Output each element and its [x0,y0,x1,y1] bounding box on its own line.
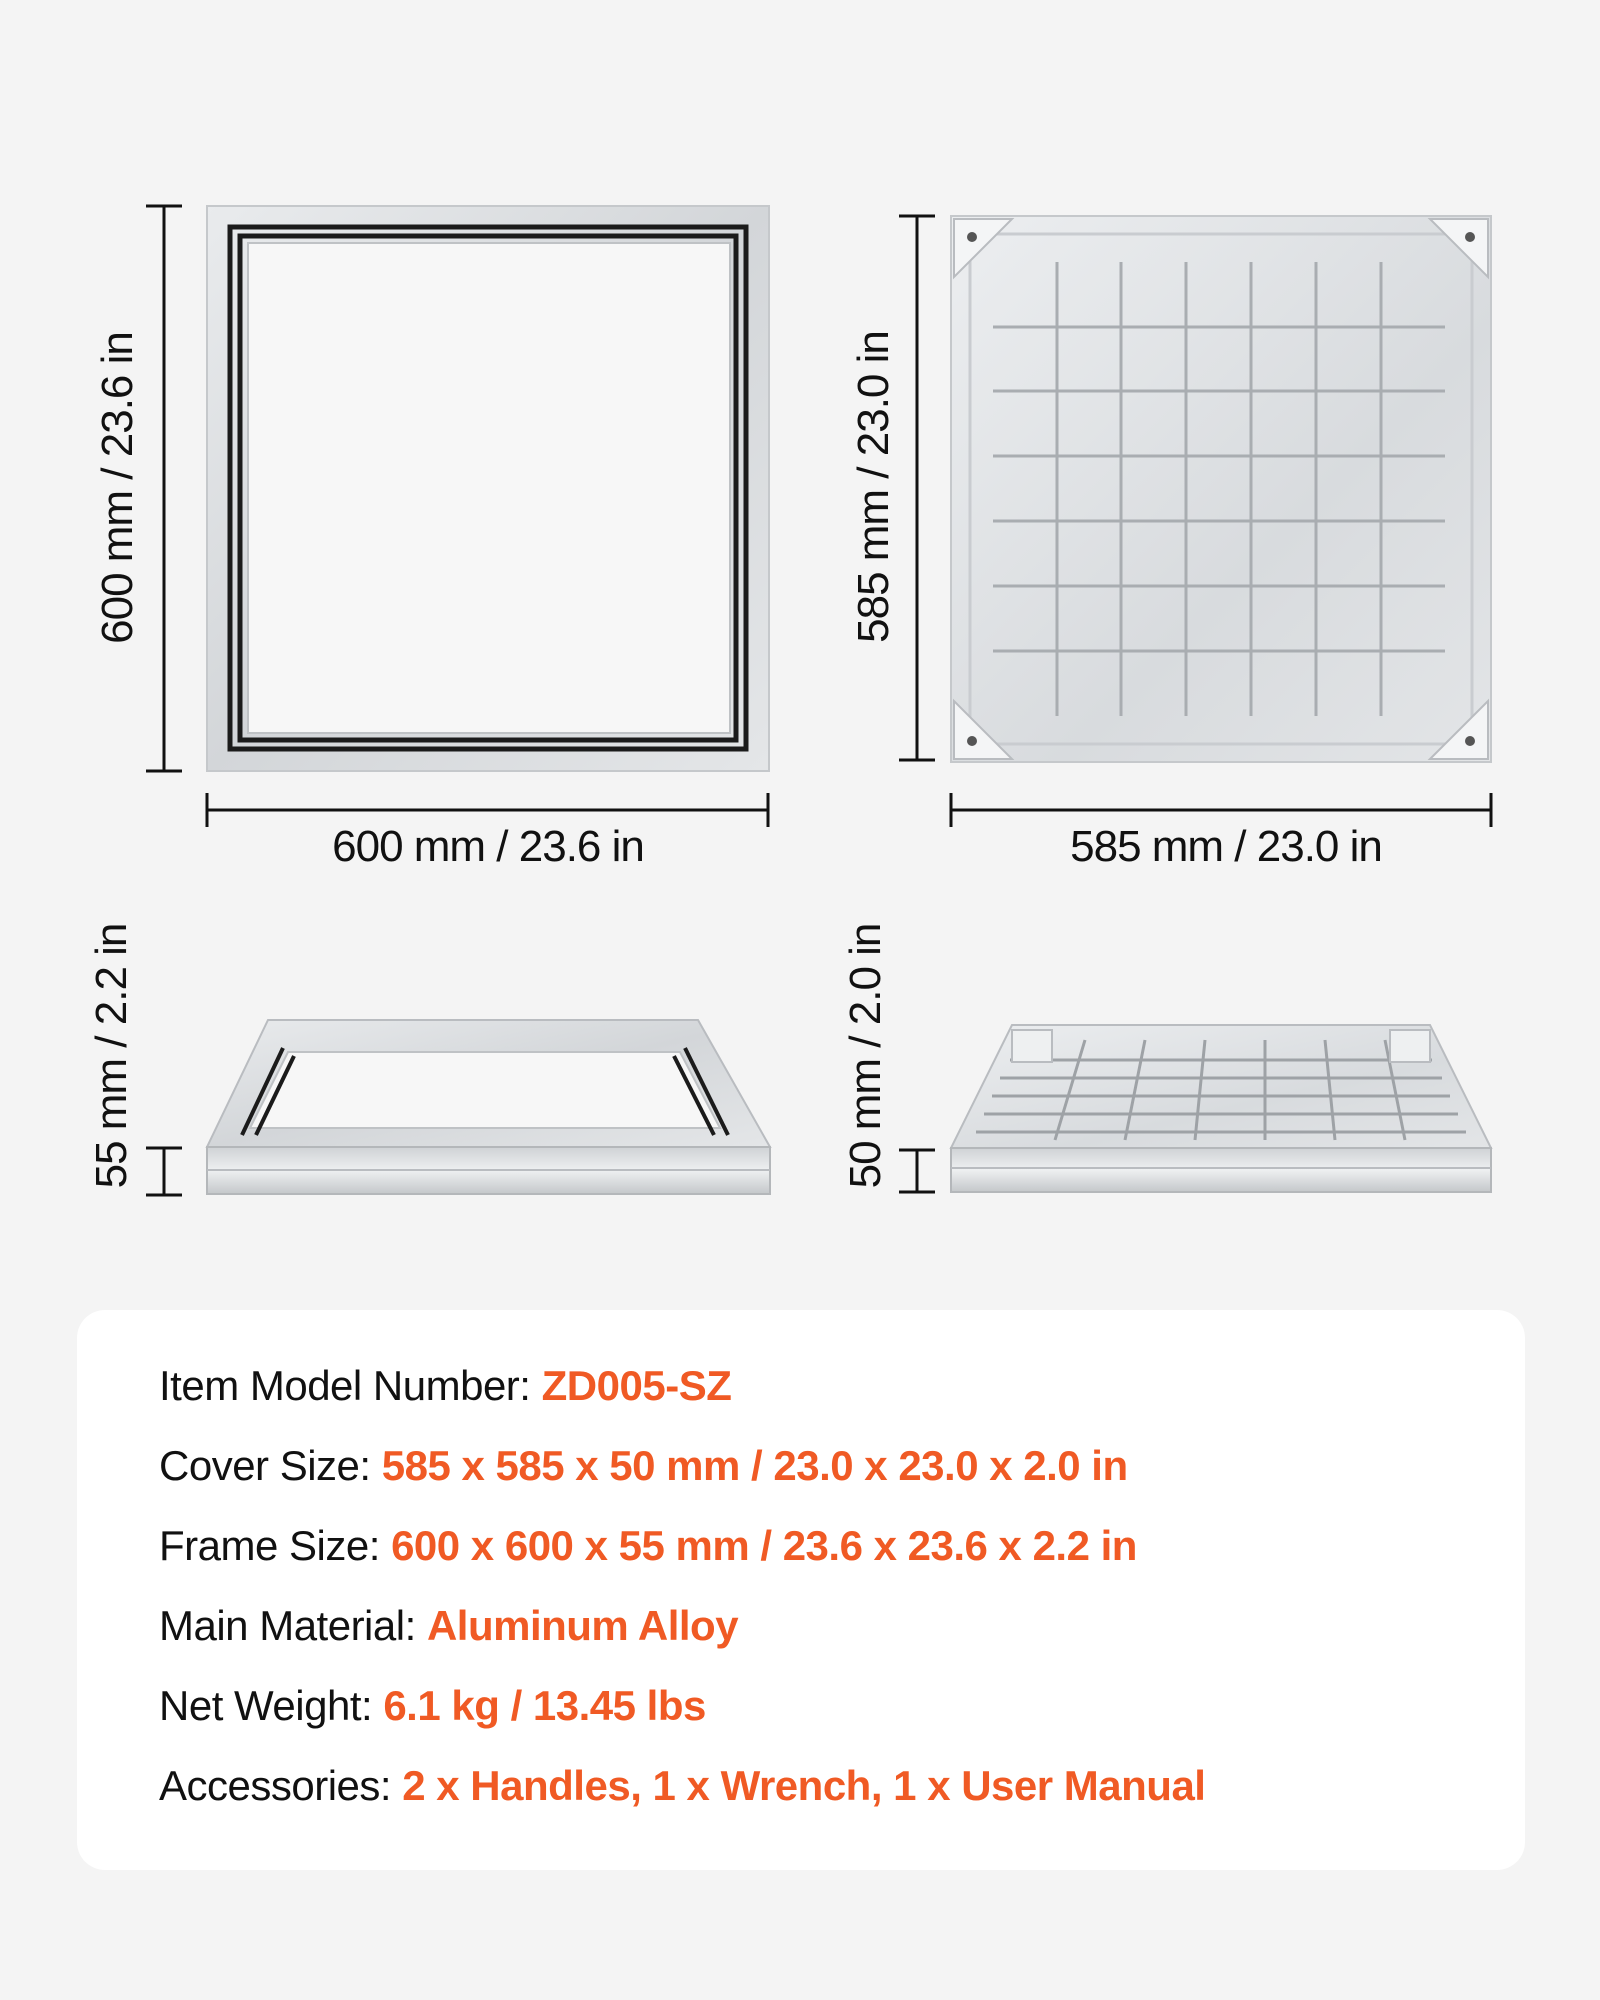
spec-value: ZD005-SZ [541,1362,732,1409]
frame-top-view [207,206,769,771]
cover-height-label: 585 mm / 23.0 in [849,331,898,643]
spec-row-cover-size [159,1442,1128,1490]
spec-label: Cover Size: [159,1442,371,1489]
frame-side-view [207,1020,770,1194]
spec-card [77,1310,1525,1870]
spec-row-frame-size [159,1522,1137,1570]
frame-depth-label: 55 mm / 2.2 in [87,923,136,1189]
spec-label: Net Weight: [159,1682,373,1729]
spec-value: 600 x 600 x 55 mm / 23.6 x 23.6 x 2.2 in [391,1522,1137,1569]
cover-side-view [951,1025,1491,1192]
spec-label: Item Model Number: [159,1362,531,1409]
cover-depth-label: 50 mm / 2.0 in [841,923,890,1189]
spec-row-accessories [159,1762,1205,1810]
spec-row-model [159,1362,731,1410]
spec-value: Aluminum Alloy [426,1602,739,1649]
spec-label: Main Material: [159,1602,416,1649]
spec-label: Frame Size: [159,1522,380,1569]
spec-value: 2 x Handles, 1 x Wrench, 1 x User Manual [402,1762,1206,1809]
frame-height-label: 600 mm / 23.6 in [93,332,142,644]
spec-label: Accessories: [159,1762,392,1809]
cover-top-view [951,216,1491,762]
spec-row-material [159,1602,738,1650]
frame-width-label: 600 mm / 23.6 in [332,822,644,871]
spec-row-weight [159,1682,706,1730]
spec-value: 585 x 585 x 50 mm / 23.0 x 23.0 x 2.0 in [381,1442,1128,1489]
cover-width-label: 585 mm / 23.0 in [1070,822,1382,871]
spec-value: 6.1 kg / 13.45 lbs [383,1682,706,1729]
